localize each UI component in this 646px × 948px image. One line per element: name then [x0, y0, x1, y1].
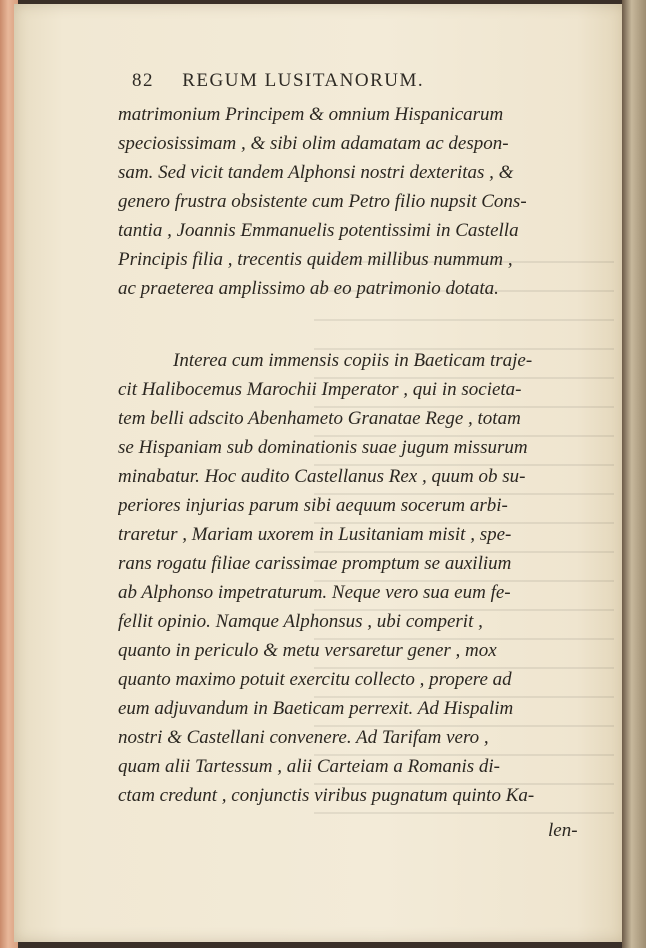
text-line: ac praeterea amplissimo ab eo patrimonio dotata.	[118, 278, 499, 299]
running-head-title: REGUM LUSITANORUM.	[182, 70, 425, 91]
paragraph-gap	[118, 303, 598, 346]
text-line: quanto maximo potuit exercitu collecto , propere ad	[118, 669, 512, 690]
catchword: len-	[548, 820, 578, 841]
text-line: se Hispaniam sub dominationis suae jugum missurum	[118, 437, 528, 458]
text-line: matrimonium Principem & omnium Hispanicarum	[118, 104, 504, 125]
text-line: quam alii Tartessum , alii Carteiam a Romanis di-	[118, 756, 500, 777]
text-line: cit Halibocemus Marochii Imperator , qui in societa-	[118, 379, 522, 400]
text-line: Principis filia , trecentis quidem millibus nummum ,	[118, 249, 513, 270]
text-line: ctam credunt , conjunctis viribus pugnatum quinto Ka-	[118, 785, 535, 806]
text-line: fellit opinio. Namque Alphonsus , ubi comperit ,	[118, 611, 483, 632]
text-line: minabatur. Hoc audito Castellanus Rex , quum ob su-	[118, 466, 526, 487]
text-line: Interea cum immensis copiis in Baeticam traje-	[173, 350, 533, 371]
text-line: periores injurias parum sibi aequum socerum arbi-	[118, 495, 508, 516]
text-line: eum adjuvandum in Baeticam perrexit. Ad Hispalim	[118, 698, 514, 719]
body-text	[118, 100, 598, 810]
text-line: sam. Sed vicit tandem Alphonsi nostri dexteritas , &	[118, 162, 514, 183]
text-line: speciosissimam , & sibi olim adamatam ac despon-	[118, 133, 509, 154]
page-number: 82	[132, 70, 154, 91]
text-line: tantia , Joannis Emmanuelis potentissimi in Castella	[118, 220, 519, 241]
text-line: ab Alphonso impetraturum. Neque vero sua eum fe-	[118, 582, 511, 603]
text-line: quanto in periculo & metu versaretur gener , mox	[118, 640, 497, 661]
page-edge-right	[622, 0, 646, 948]
text-line: rans rogatu filiae carissimae promptum se auxilium	[118, 553, 512, 574]
text-line: nostri & Castellani convenere. Ad Tarifam vero ,	[118, 727, 489, 748]
text-line: genero frustra obsistente cum Petro filio nupsit Cons-	[118, 191, 527, 212]
text-line: tem belli adscito Abenhameto Granatae Rege , totam	[118, 408, 521, 429]
running-header	[132, 70, 424, 92]
text-line: traretur , Mariam uxorem in Lusitaniam misit , spe-	[118, 524, 512, 545]
